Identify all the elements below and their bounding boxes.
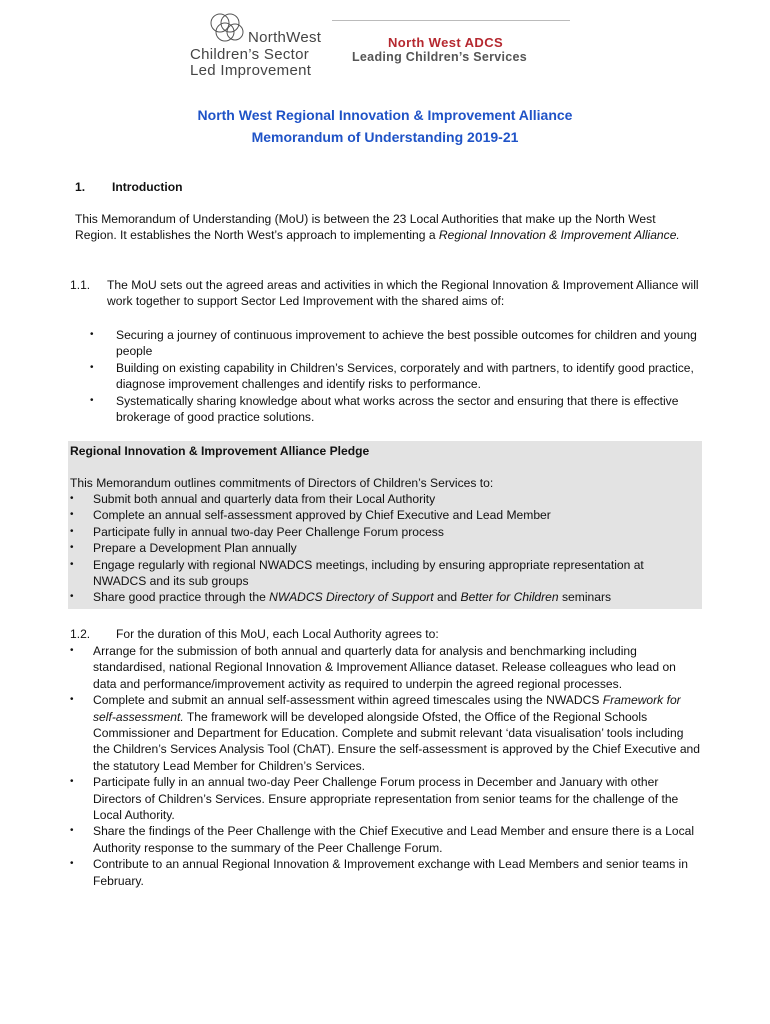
nwadcs-logo (352, 20, 572, 68)
bullet-icon: • (70, 591, 74, 603)
logo-line-2: Children’s Sector (190, 45, 310, 63)
list-item (70, 589, 698, 605)
list-item-text: The framework will be developed alongside Ofsted, the Office of the Regional Schools Commissioner and Department for Education. Complete and submit relevant ‘data visualisation’ tools including the Children’s Services Analysis Tool (ChAT). Ensure the self-assessment is approved by the Chief Executive and the statutory Lead Member for Children’s Services. (93, 709, 700, 773)
list-item (70, 507, 698, 523)
bullet-icon: • (90, 361, 94, 373)
section-heading (75, 180, 183, 194)
list-item (70, 491, 698, 507)
list-item (90, 360, 700, 393)
better-for-children-text: Better for Children (460, 590, 559, 605)
clause-number: 1.1. (70, 278, 91, 292)
logo-divider (332, 20, 570, 21)
list-item-text: seminars (558, 590, 612, 605)
pledge-box (68, 441, 702, 609)
clause-text: The MoU sets out the agreed areas and activities in which the Regional Innovation & Improvement Alliance will work together to support Sector Led Improvement with the shared aims of: (107, 278, 699, 309)
list-item-text: Engage regularly with regional NWADCS meetings, including by ensuring appropriate representation at NWADCS and its sub groups (93, 557, 644, 589)
list-item-text: Submit both annual and quarterly data from their Local Authority (93, 492, 436, 506)
la-commitments-list (70, 643, 702, 889)
bullet-icon: • (70, 558, 74, 570)
intro-paragraph (75, 211, 695, 244)
bullet-icon: • (70, 825, 74, 837)
directory-of-support-text: NWADCS Directory of Support (269, 590, 434, 605)
list-item-text: Prepare a Development Plan annually (93, 541, 297, 556)
logo-line-1: NorthWest (248, 29, 322, 46)
list-item-text: Arrange for the submission of both annual and quarterly data for analysis and benchmarking including standardised, national Regional Innovation & Improvement Alliance dataset. Release colleagues who lead on data and performance/improvement activity as required to underpin the agreed regional processes. (93, 644, 676, 691)
list-item (70, 557, 698, 590)
list-item-text: Participate fully in annual two-day Peer Challenge Forum process (93, 524, 444, 539)
shared-aims-list (90, 327, 700, 425)
nwadcs-name: North West ADCS (388, 35, 504, 50)
list-item (70, 540, 698, 556)
bullet-icon: • (90, 329, 94, 340)
list-item-text: Participate fully in an annual two-day Peer Challenge Forum process in December and January with other Directors of Children’s Services. Ensure appropriate representation from senior teams for the challenge of the Local Authority. (93, 775, 679, 823)
intro-text: This Memorandum of Understanding (MoU) is between the 23 Local Authorities that make up the North West Region. It establishes the North West’s approach to implementing a (75, 212, 656, 243)
list-item (70, 774, 702, 823)
section-title: Introduction (112, 180, 183, 194)
list-item (90, 327, 700, 360)
clause-text: For the duration of this MoU, each Local Authority agrees to: (116, 627, 439, 641)
section-number: 1. (75, 180, 86, 194)
list-item-text: Systematically sharing knowledge about what works across the sector and ensuring that there is effective brokerage of good practice solutions. (116, 393, 679, 425)
pledge-heading: Regional Innovation & Improvement Alliance Pledge (70, 444, 370, 458)
framework-title-text: Framework for self-assessment. (93, 693, 681, 724)
list-item (70, 692, 702, 774)
list-item-text: Building on existing capability in Children’s Services, corporately and with partners, to identify good practice, diagnose improvement challenges and identify risks to performance. (116, 360, 694, 392)
list-item-text: Securing a journey of continuous improvement to achieve the best possible outcomes for children and young people (116, 328, 697, 359)
bullet-icon: • (70, 525, 74, 537)
nwadcs-tagline: Leading Children’s Services (352, 50, 528, 64)
bullet-icon: • (70, 542, 74, 554)
list-item-text: and (433, 590, 461, 605)
northwest-cslI-logo (190, 12, 340, 78)
list-item (70, 856, 702, 889)
document-subtitle: Memorandum of Understanding 2019-21 (251, 129, 519, 145)
intro-italic-text: Regional Innovation & Improvement Alliance. (438, 228, 680, 243)
bullet-icon: • (90, 394, 94, 406)
list-item-text: Contribute to an annual Regional Innovation & Improvement exchange with Lead Members and senior teams in February. (93, 857, 688, 888)
bullet-icon: • (70, 858, 74, 870)
bullet-icon: • (70, 645, 74, 656)
list-item-text: Share good practice through the (93, 590, 270, 605)
list-item (70, 524, 698, 540)
pledge-intro: This Memorandum outlines commitments of Directors of Children’s Services to: (70, 476, 494, 490)
logo-line-3: Led Improvement (190, 62, 312, 79)
list-item (90, 393, 700, 426)
clause-number: 1.2. (70, 627, 91, 641)
pledge-list (70, 491, 698, 606)
bullet-icon: • (70, 694, 74, 706)
bullet-icon: • (70, 493, 74, 504)
list-item-text: Share the findings of the Peer Challenge with the Chief Executive and Lead Member and ensure there is a Local Authority response to the summary of the Peer Challenge Forum. (93, 824, 695, 855)
bullet-icon: • (70, 776, 74, 788)
bullet-icon: • (70, 509, 74, 521)
document-title: North West Regional Innovation & Improvement Alliance (197, 107, 573, 123)
list-item (70, 643, 702, 692)
list-item-text: Complete and submit an annual self-assessment within agreed timescales using the NWADCS (93, 693, 603, 708)
list-item (70, 823, 702, 856)
list-item-text: Complete an annual self-assessment approved by Chief Executive and Lead Member (93, 508, 551, 523)
